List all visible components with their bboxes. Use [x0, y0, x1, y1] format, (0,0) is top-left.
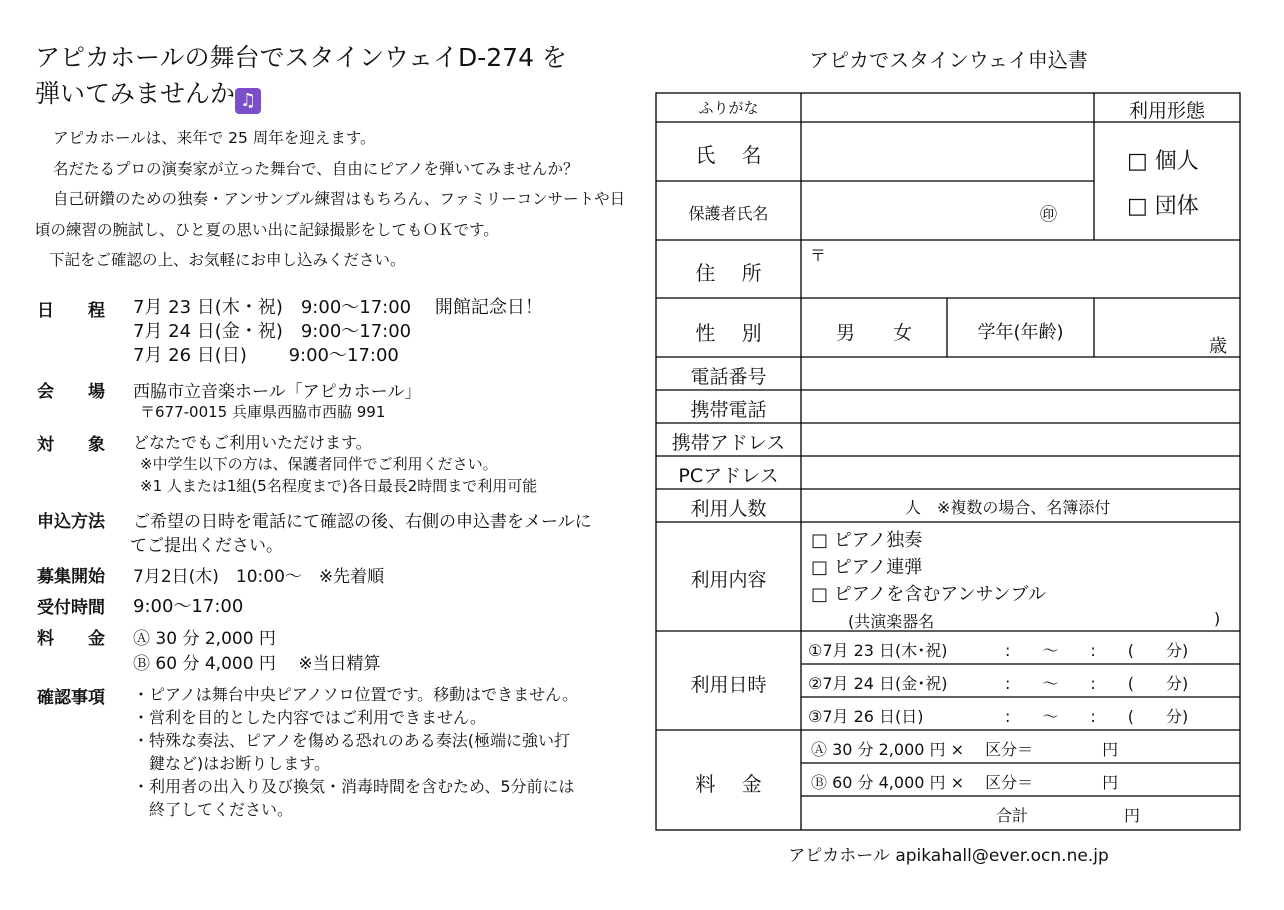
time-row-2[interactable]: : 〜 : ( 分) — [1005, 674, 1189, 693]
schedule-line: 7月 26 日(日) 9:00〜17:00 — [133, 345, 399, 366]
music-note-icon: ♫ — [235, 88, 261, 114]
content-option-solo[interactable]: □ ピアノ独奏 — [811, 530, 923, 551]
start-label: 募集開始 — [37, 567, 105, 587]
date-row-3: ③7月 26 日(日) — [808, 707, 924, 726]
confirm-item: ・特殊な奏法、ピアノを傷める恐れのある奏法(極端に強い打 — [133, 731, 570, 750]
name-label: 氏 名 — [695, 143, 762, 167]
venue-name: 西脇市立音楽ホール「アピカホール」 — [133, 382, 422, 402]
confirm-item: ・ピアノは舞台中央ピアノソロ位置です。移動はできません。 — [133, 685, 579, 704]
title-line-2: 弾いてみませんか ♫ — [35, 76, 567, 114]
co-instrument-close: ) — [1214, 609, 1221, 628]
intro-line: アピカホールは、来年で 25 周年を迎えます。 — [53, 129, 376, 147]
intro-line: 頃の練習の腕試し、ひと夏の思い出に記録撮影をしてもＯＫです。 — [35, 220, 499, 239]
mobile-label: 携帯電話 — [690, 399, 767, 421]
mobile-mail-label: 携帯アドレス — [671, 432, 786, 454]
people-value: 人 ※複数の場合、名簿添付 — [905, 498, 1111, 517]
date-row-1: ①7月 23 日(木･祝) — [808, 641, 948, 660]
venue-label: 会 場 — [37, 382, 105, 402]
fee-label: 料 金 — [37, 629, 105, 649]
fee-line-2: Ⓑ 60 分 4,000 円 ※当日精算 — [133, 654, 381, 674]
intro-line: 名だたるプロの演奏家が立った舞台で、自由にピアノを弾いてみませんか？ — [53, 159, 579, 178]
fee-row-a[interactable]: Ⓐ 30 分 2,000 円 × 区分＝ 円 — [811, 740, 1119, 759]
address-label: 住 所 — [695, 261, 762, 285]
method-line-2: てご提出ください。 — [130, 536, 283, 556]
phone-label: 電話番号 — [690, 366, 767, 388]
furigana-label: ふりがな — [698, 99, 759, 117]
confirm-item: ・利用者の出入り及び換気・消毒時間を含むため、5分前には — [133, 777, 575, 796]
grade-label: 学年(年齢) — [977, 322, 1064, 343]
datetime-label: 利用日時 — [690, 674, 767, 696]
group-checkbox[interactable]: □ 団体 — [1127, 194, 1199, 219]
intro-line: 自己研鑽のための独奏・アンサンブル練習はもちろん、ファミリーコンサートや日 — [53, 190, 626, 208]
gender-label: 性 別 — [695, 321, 762, 345]
seal-mark: ㊞ — [1040, 205, 1057, 225]
confirm-item: 鍵など)はお断りします。 — [133, 754, 330, 773]
pc-mail-label: PCアドレス — [678, 465, 779, 487]
content-option-ensemble[interactable]: □ ピアノを含むアンサンブル — [811, 584, 1046, 605]
fee-total: 合計 円 — [996, 806, 1141, 825]
intro-line: 下記をご確認の上、お気軽にお申し込みください。 — [49, 251, 406, 269]
form-title: アピカでスタインウェイ申込書 — [809, 48, 1088, 72]
start-value: 7月2日(木) 10:00〜 ※先着順 — [133, 567, 385, 587]
target-note-1: ※中学生以下の方は、保護者同伴でご利用ください。 — [140, 455, 498, 473]
fee-row-b[interactable]: Ⓑ 60 分 4,000 円 × 区分＝ 円 — [811, 773, 1119, 792]
confirm-item: ・営利を目的とした内容ではご利用できません。 — [133, 708, 486, 727]
confirm-item: 終了してください。 — [133, 800, 294, 819]
usage-type-label: 利用形態 — [1128, 100, 1205, 122]
title-line-1: アピカホールの舞台でスタインウェイD-274 を — [35, 43, 567, 72]
venue-address: 〒677-0015 兵庫県西脇市西脇 991 — [140, 403, 386, 421]
date-row-2: ②7月 24 日(金･祝) — [808, 674, 948, 693]
individual-checkbox[interactable]: □ 個人 — [1127, 149, 1199, 174]
target-line: どなたでもご利用いただけます。 — [133, 433, 372, 452]
hours-label: 受付時間 — [37, 598, 105, 618]
target-note-2: ※1 人または1組(5名程度まで)各日最長2時間まで利用可能 — [140, 477, 538, 495]
schedule-label: 日 程 — [37, 301, 105, 321]
age-unit: 歳 — [1209, 336, 1227, 357]
content-label: 利用内容 — [690, 569, 767, 591]
time-row-1[interactable]: : 〜 : ( 分) — [1005, 641, 1189, 660]
confirm-label: 確認事項 — [37, 688, 105, 708]
content-option-duet[interactable]: □ ピアノ連弾 — [811, 557, 923, 578]
schedule-line: 7月 23 日(木・祝) 9:00〜17:00 開館記念日！ — [133, 297, 543, 318]
postal-mark: 〒 — [810, 246, 827, 265]
hours-value: 9:00〜17:00 — [133, 596, 244, 617]
schedule-line: 7月 24 日(金・祝) 9:00〜17:00 — [133, 321, 412, 342]
method-line-1: ご希望の日時を電話にて確認の後、右側の申込書をメールに — [133, 512, 592, 532]
people-label: 利用人数 — [690, 498, 767, 520]
footer-contact: アピカホール apikahall@ever.ocn.ne.jp — [788, 846, 1109, 866]
time-row-3[interactable]: : 〜 : ( 分) — [1005, 707, 1189, 726]
fee-line-1: Ⓐ 30 分 2,000 円 — [133, 629, 276, 649]
gender-options[interactable]: 男 女 — [835, 322, 912, 344]
target-label: 対 象 — [37, 435, 105, 455]
guardian-label: 保護者氏名 — [688, 204, 769, 223]
co-instrument-label: (共演楽器名 — [848, 612, 935, 631]
method-label: 申込方法 — [37, 512, 105, 532]
form-fee-label: 料 金 — [695, 772, 762, 796]
